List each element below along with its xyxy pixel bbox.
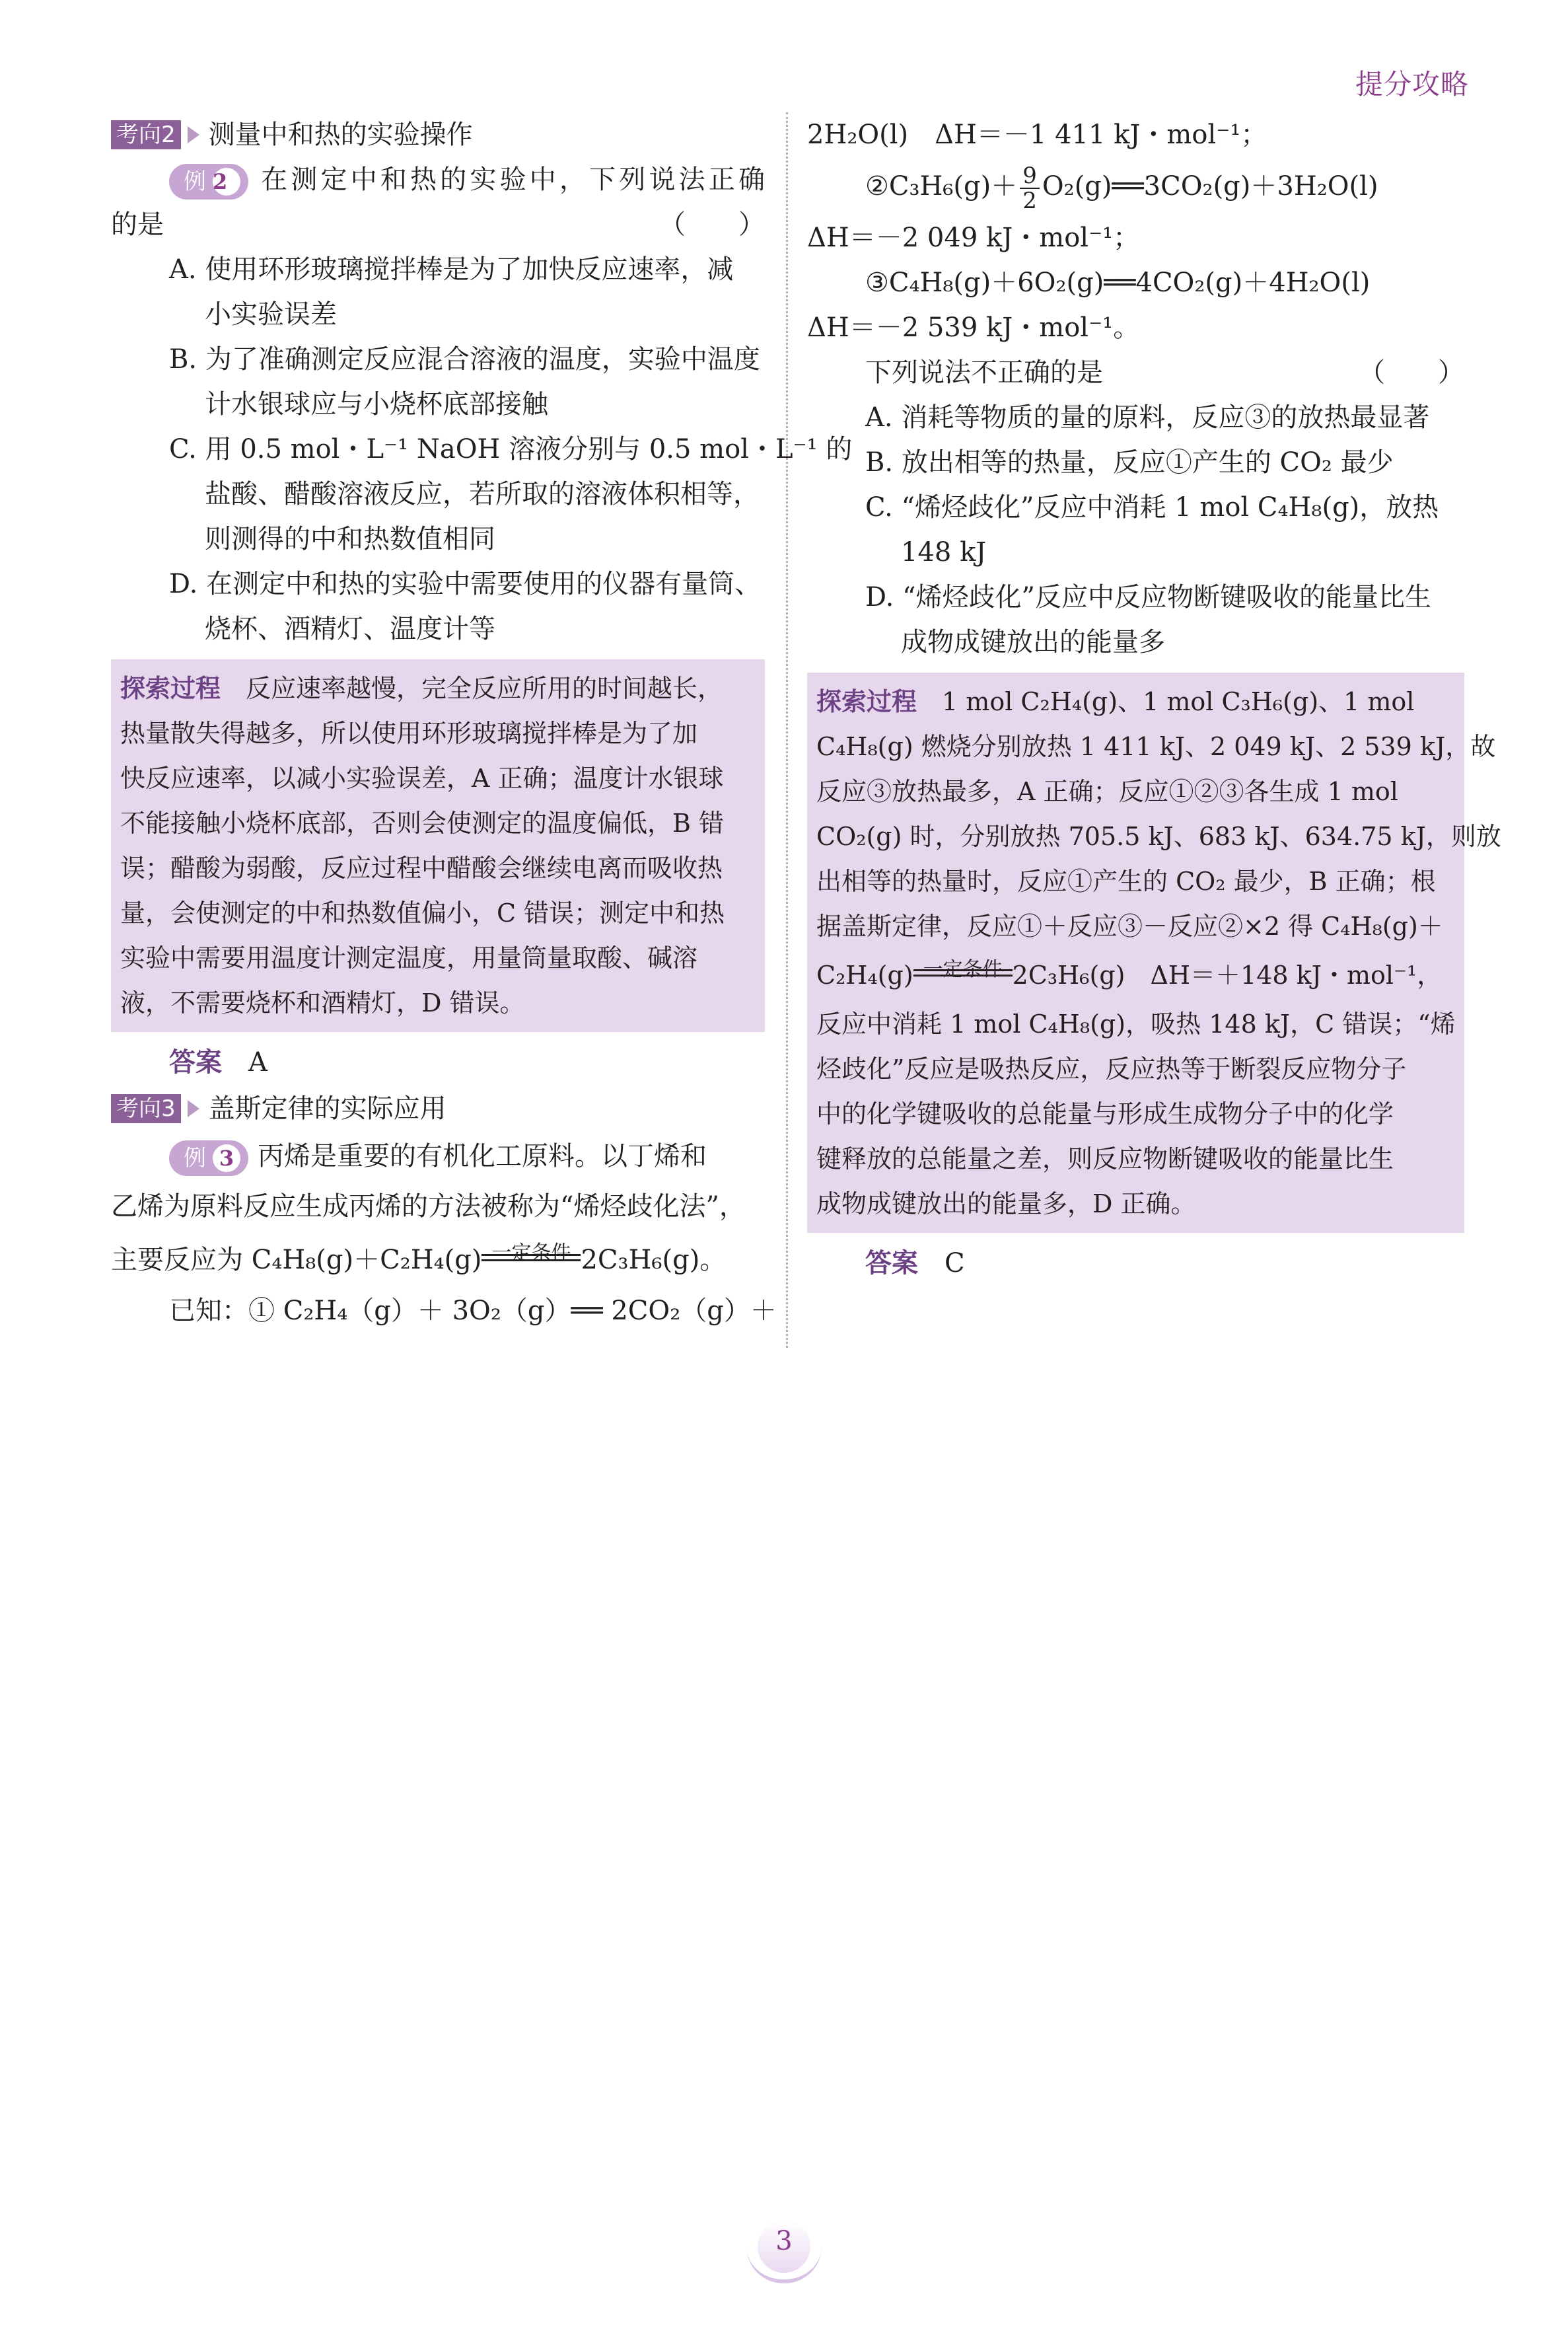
example-2-stem: 例 2 在测定中和热的实验中，下列说法正确 bbox=[111, 157, 765, 202]
example-badge: 例 2 bbox=[169, 164, 248, 200]
answer-blank: （ ） bbox=[1359, 357, 1464, 388]
example-badge: 例 3 bbox=[169, 1140, 248, 1176]
answer-3: 答案 C bbox=[865, 1248, 965, 1278]
option-b: B. 放出相等的热量，反应①产生的 CO₂ 最少 bbox=[865, 447, 1394, 478]
explore-box-2: 探索过程 反应速率越慢，完全反应所用的时间越长， 热量散失得越多，所以使用环形玻璃搅拌棒是为了加 快反应速率，以减小实验误差，A 正确；温度计水银球 不能接触小烧杯底部，否则会使测定的温度偏低，B 错 误；醋酸为弱酸，反应过程中醋酸会继续电离而吸收热 量，会使测定的中和热数值偏小，C 错误；测定中和热 实验中需要用温度计测定温度，用量筒量取酸、碱溶 液，不需要烧杯和酒精灯，D 错误。 bbox=[111, 659, 765, 1032]
question: 下列说法不正确的是 （ ） bbox=[807, 350, 1464, 395]
topic-2-heading bbox=[111, 112, 765, 157]
topic-tag: 考向2 bbox=[111, 120, 181, 149]
column-divider bbox=[786, 112, 788, 1348]
option-d-cont: 成物成键放出的能量多 bbox=[901, 627, 1165, 657]
topic-tag: 考向3 bbox=[111, 1094, 181, 1123]
option-a: A. 消耗等物质的量的原料，反应③的放热最显著 bbox=[865, 402, 1430, 433]
option-c-cont-2: 则测得的中和热数值相同 bbox=[205, 524, 495, 554]
topic-3-heading bbox=[111, 1086, 765, 1131]
section-header: 提分攻略 bbox=[1355, 68, 1469, 100]
explore-reaction: C₂H₄(g) 一定条件 2C₃H₆(g) ΔH＝＋148 kJ・mol⁻¹， bbox=[816, 958, 1443, 990]
example-3-reaction: 主要反应为 C₄H₈(g)＋C₂H₄(g) 一定条件 2C₃H₆(g)。 bbox=[111, 1241, 727, 1275]
topic-title: 盖斯定律的实际应用 bbox=[208, 1093, 446, 1124]
reaction-3: ③C₄H₈(g)＋6O₂(g)══4CO₂(g)＋4H₂O(l) bbox=[865, 268, 1371, 298]
answer-2: 答案 A bbox=[169, 1047, 267, 1078]
example-3-stem-2: 乙烯为原料反应生成丙烯的方法被称为“烯烃歧化法”， bbox=[111, 1191, 746, 1222]
reaction-1-cont: 2H₂O(l) ΔH＝－1 411 kJ・mol⁻¹； bbox=[807, 120, 1267, 150]
triangle-icon bbox=[188, 126, 199, 143]
right-column bbox=[807, 112, 1501, 1287]
reaction-3-dh: ΔH＝－2 539 kJ・mol⁻¹。 bbox=[807, 313, 1140, 343]
page-number: 3 bbox=[758, 2220, 810, 2273]
option-d: D. “烯烃歧化”反应中反应物断键吸收的能量比生 bbox=[865, 582, 1431, 612]
left-column bbox=[111, 112, 853, 1333]
known-reaction-1: 已知：① C₂H₄（g）＋ 3O₂（g）══ 2CO₂（g）＋ bbox=[169, 1296, 777, 1326]
option-c-cont: 148 kJ bbox=[901, 537, 987, 568]
option-d-cont: 烧杯、酒精灯、温度计等 bbox=[205, 614, 495, 644]
option-b: B. 为了准确测定反应混合溶液的温度，实验中温度 bbox=[169, 344, 760, 375]
condition-label: 一定条件 bbox=[491, 1241, 571, 1265]
option-c-cont: 盐酸、醋酸溶液反应，若所取的溶液体积相等， bbox=[205, 479, 760, 509]
reaction-2: ②C₃H₆(g)＋ $\frac{9}{2}$ O₂(g)══3CO₂(g)＋3H₂O(l) bbox=[865, 163, 1378, 214]
option-d: D. 在测定中和热的实验中需要使用的仪器有量筒、 bbox=[169, 569, 762, 599]
option-a: A. 使用环形玻璃搅拌棒是为了加快反应速率，减 bbox=[169, 254, 734, 285]
explore-label: 探索过程 bbox=[816, 687, 917, 716]
option-a-cont: 小实验误差 bbox=[205, 299, 337, 330]
example-2-stem-2: 的是 （ ） bbox=[111, 202, 765, 247]
explore-label: 探索过程 bbox=[120, 674, 221, 703]
answer-blank: （ ） bbox=[659, 209, 765, 240]
option-c: C. “烯烃歧化”反应中消耗 1 mol C₄H₈(g)，放热 bbox=[865, 492, 1439, 523]
example-3-stem: 例 3 丙烯是重要的有机化工原料。以丁烯和 bbox=[111, 1131, 765, 1181]
condition-label: 一定条件 bbox=[923, 958, 1003, 981]
reaction-2-dh: ΔH＝－2 049 kJ・mol⁻¹； bbox=[807, 223, 1140, 253]
explore-box-3: 探索过程 1 mol C₂H₄(g)、1 mol C₃H₆(g)、1 mol C₄H₈(g) 燃烧分别放热 1 411 kJ、2 049 kJ、2 539 kJ，故 反应③放热最多，A 正确；反应①②③各生成 1 mol CO₂(g) 时，分别放热 705.5 kJ、683 kJ、634.75 kJ，则放 出相等的热量时，反应①产生的 CO₂ 最少，B 正确；根 据盖斯定律，反应①＋反应③－反应②×2 得 C₄H₈(g)＋ C₂H₄(g) 一定条件 2C₃H₆(g) ΔH＝＋148 kJ・mol⁻¹， 反应中消耗 1 mol C₄H₈(g)，吸热 148 kJ，C 错误；“烯 烃歧化”反应是吸热反应，反应热等于断裂反应物分子 中的化学键吸收的总能量与形成生成物分子中的化学 键释放的总能量之差，则反应物断键吸收的能量比生 成物成键放出的能量多，D 正确。 bbox=[807, 673, 1464, 1233]
option-b-cont: 计水银球应与小烧杯底部接触 bbox=[205, 389, 548, 420]
triangle-icon bbox=[188, 1100, 199, 1117]
topic-title: 测量中和热的实验操作 bbox=[208, 120, 473, 150]
option-c: C. 用 0.5 mol・L⁻¹ NaOH 溶液分别与 0.5 mol・L⁻¹ 的 bbox=[169, 434, 853, 464]
